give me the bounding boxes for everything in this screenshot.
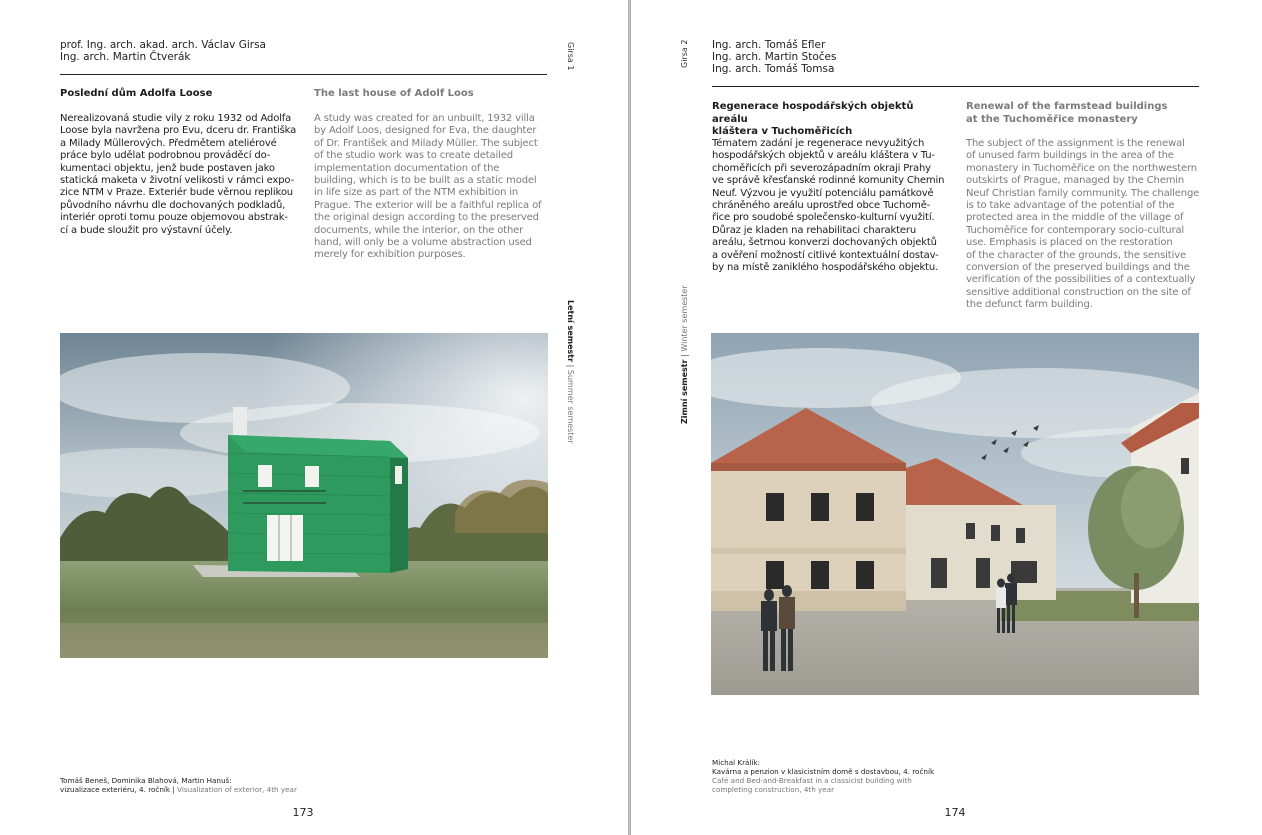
author-name: Ing. arch. Tomáš Efler bbox=[712, 39, 826, 51]
text-line: choměřicích při severozápadním okraji Prahy bbox=[712, 162, 931, 174]
heading-line: kláštera v Tuchoměřicích bbox=[712, 126, 853, 137]
semester-label bbox=[680, 285, 689, 424]
semester-cz: Letní semestr bbox=[566, 300, 575, 363]
author-name: Ing. arch. Martin Stočes bbox=[712, 51, 837, 63]
header-rule bbox=[60, 74, 547, 75]
text-line: of Dr. František and Milady Müller. The subject bbox=[314, 137, 538, 149]
authors-left bbox=[60, 39, 266, 63]
text-line: implementation documentation of the bbox=[314, 162, 500, 174]
text-line: documents, while the interior, on the other bbox=[314, 224, 524, 236]
text-line: in life size as part of the NTM exhibition in bbox=[314, 187, 519, 199]
text-line: of the character of the grounds, the sensitive bbox=[966, 249, 1186, 261]
text-line: verification of the possibilities of a contextually bbox=[966, 274, 1196, 286]
authors-right bbox=[712, 39, 836, 75]
section-tab-label: Girsa 2 bbox=[680, 39, 689, 68]
caption-title-en: Café and Bed-and-Breakfast in a classicist building with bbox=[712, 776, 912, 785]
body-text-en bbox=[314, 113, 554, 262]
author-name: prof. Ing. arch. akad. arch. Václav Girsa bbox=[60, 39, 266, 51]
text-line: a Milady Müllerových. Předmětem ateliérové bbox=[60, 137, 277, 149]
text-line: Tématem zadání je regenerace nevyužitých bbox=[712, 138, 925, 149]
heading-en: The last house of Adolf Loos bbox=[314, 88, 474, 99]
caption-separator: | bbox=[172, 785, 175, 794]
text-line: sensitive additional construction on the site of bbox=[966, 286, 1191, 298]
semester-label bbox=[566, 300, 575, 444]
text-line: Důraz je kladen na rehabilitaci charakteru bbox=[712, 224, 917, 236]
text-line: by na místě zaniklého hospodářského objektu. bbox=[712, 262, 939, 274]
author-name: Ing. arch. Martin Čtverák bbox=[60, 51, 191, 63]
heading-cz: Poslední dům Adolfa Loose bbox=[60, 88, 213, 99]
text-line: A study was created for an unbuilt, 1932 villa bbox=[314, 113, 535, 124]
text-line: of the studio work was to create detailed bbox=[314, 150, 513, 162]
text-line: Neuf Christian family community. The challenge bbox=[966, 187, 1200, 199]
semester-en: Summer semester bbox=[566, 369, 575, 444]
text-line: a ověření možností citlivé kontextuální dostav- bbox=[712, 249, 939, 261]
image-caption-left bbox=[60, 776, 360, 794]
body-text-en bbox=[966, 138, 1206, 312]
heading-cz bbox=[712, 101, 952, 139]
semester-en: Winter semester bbox=[680, 285, 689, 352]
text-line: ve správě křesťanské rodinné komunity Chemin bbox=[712, 175, 945, 187]
text-line: Tuchoměřice for contemporary socio-cultural bbox=[966, 224, 1185, 236]
caption-authors: Michal Králík: bbox=[712, 758, 761, 767]
text-line: is to take advantage of the potential of the bbox=[966, 200, 1175, 212]
text-line: interiér oproti tomu pouze objemovou abstrak- bbox=[60, 212, 288, 224]
text-line: monastery in Tuchoměřice on the northwestern bbox=[966, 162, 1197, 174]
semester-separator: | bbox=[566, 364, 575, 368]
semester-cz: Zimní semestr bbox=[680, 359, 689, 424]
page-number-left: 173 bbox=[292, 806, 314, 819]
text-line: conversion of the preserved buildings and the bbox=[966, 262, 1190, 274]
heading-line: at the Tuchoměřice monastery bbox=[966, 113, 1138, 125]
text-line: zice NTM v Praze. Exteriér bude věrnou replikou bbox=[60, 187, 293, 199]
semester-separator: | bbox=[680, 354, 689, 357]
text-line: The subject of the assignment is the renewal bbox=[966, 138, 1185, 149]
text-line: by Adolf Loos, designed for Eva, the daughter bbox=[314, 125, 537, 137]
caption-title-cz: vizualizace exteriéru, 4. ročník bbox=[60, 785, 171, 794]
text-line: hospodářských objektů v areálu kláštera v Tu- bbox=[712, 150, 935, 162]
text-line: of unused farm buildings in the area of the bbox=[966, 150, 1174, 162]
text-line: práce bylo udělat podrobnou prováděcí do- bbox=[60, 150, 271, 162]
house-visualization-image bbox=[60, 333, 548, 658]
heading-line: Renewal of the farmstead buildings bbox=[966, 101, 1168, 112]
text-line: řice pro soudobé společensko-kulturní využití. bbox=[712, 212, 935, 224]
text-line: chráněného areálu uprostřed obce Tuchomě- bbox=[712, 200, 931, 212]
heading-line: Regenerace hospodářských objektů areálu bbox=[712, 101, 914, 125]
heading-en bbox=[966, 101, 1206, 126]
text-line: Prague. The exterior will be a faithful replica of bbox=[314, 199, 542, 211]
text-line: hand, will only be a volume abstraction used bbox=[314, 237, 532, 249]
author-name: Ing. arch. Tomáš Tomsa bbox=[712, 63, 835, 75]
caption-title-cz: Kavárna a penzion v klasicistním domě s dostavbou, 4. ročník bbox=[712, 767, 935, 776]
body-text-cz bbox=[712, 138, 952, 274]
text-line: the defunct farm building. bbox=[966, 299, 1093, 311]
right-page bbox=[631, 0, 1262, 835]
text-line: Neuf. Výzvou je využití potenciálu památkově bbox=[712, 187, 934, 199]
text-line: kumentaci objektu, jenž bude postaven jako bbox=[60, 162, 275, 174]
caption-title-en: completing construction, 4th year bbox=[712, 785, 835, 794]
header-rule bbox=[712, 86, 1199, 87]
text-line: statická maketa v životní velikosti v rámci expo- bbox=[60, 175, 295, 187]
text-line: merely for exhibition purposes. bbox=[314, 249, 466, 261]
text-line: areálu, šetrnou konverzi dochovaných objektů bbox=[712, 237, 937, 249]
text-line: původního návrhu dle dochovaných podkladů, bbox=[60, 199, 286, 211]
text-line: Nerealizovaná studie vily z roku 1932 od Adolfa bbox=[60, 113, 292, 124]
text-line: cí a bude sloužit pro výstavní účely. bbox=[60, 224, 233, 236]
text-line: protected area in the middle of the village of bbox=[966, 212, 1184, 224]
left-page bbox=[0, 0, 628, 835]
text-line: outskirts of Prague, managed by the Chemin bbox=[966, 175, 1185, 187]
text-line: building, which is to be built as a static model bbox=[314, 175, 537, 187]
text-line: use. Emphasis is placed on the restoration bbox=[966, 237, 1173, 249]
caption-title bbox=[60, 785, 360, 794]
monastery-visualization-image bbox=[711, 333, 1199, 695]
section-tab-label: Girsa 1 bbox=[566, 42, 575, 71]
caption-title-en: Visualization of exterior, 4th year bbox=[177, 785, 297, 794]
page-number-right: 174 bbox=[944, 806, 966, 819]
text-line: Loose byla navržena pro Evu, dceru dr. Františka bbox=[60, 125, 297, 137]
image-caption-right bbox=[712, 758, 1012, 794]
caption-authors: Tomáš Beneš, Dominika Blahová, Martin Hanuš: bbox=[60, 776, 232, 785]
text-line: the original design according to the preserved bbox=[314, 212, 539, 224]
body-text-cz bbox=[60, 113, 300, 237]
